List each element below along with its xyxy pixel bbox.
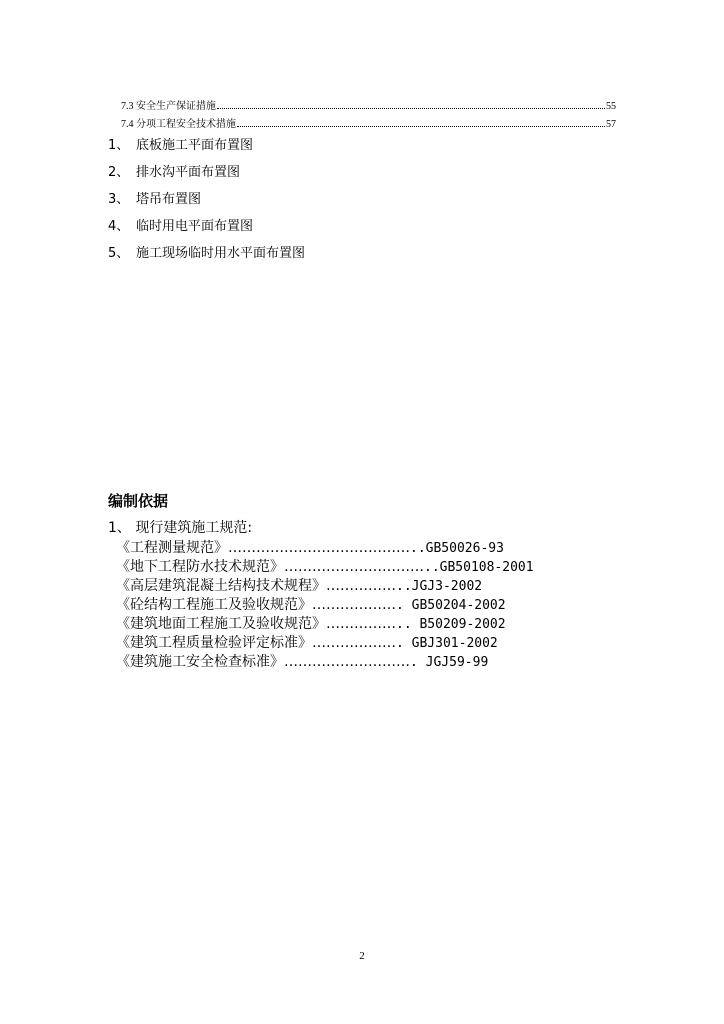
standard-code: . GB50204-2002 [396,598,506,613]
subsection-title: 1、 现行建筑施工规范: [108,520,253,536]
figure-number: 1、 [108,138,130,153]
table-of-contents [121,98,616,134]
standard-name: 《砼结构工程施工及验收规范》 [116,597,312,613]
toc-entry[interactable] [121,98,616,116]
figure-number: 5、 [108,246,130,261]
standard-name: 《建筑工程质量检验评定标准》 [116,635,312,651]
figure-item [108,132,305,159]
toc-entry-page: 55 [606,101,616,112]
standard-code: . GBJ301-2002 [396,636,498,651]
figure-number: 3、 [108,192,130,207]
standards-list [116,539,534,672]
figure-item [108,240,305,267]
figure-number: 2、 [108,165,130,180]
standard-leader: ……………………… [284,654,410,670]
figure-title: 施工现场临时用水平面布置图 [136,246,306,261]
toc-dot-leader [237,125,605,127]
standard-code: ..JGJ3-2002 [396,579,483,594]
standard-name: 《建筑地面工程施工及验收规范》 [116,616,326,632]
figure-item [108,186,305,213]
figure-list [108,132,305,267]
standard-item [116,539,534,558]
standard-name: 《工程测量规范》 [116,540,228,556]
toc-entry-title: 7.3 安全生产保证措施 [121,101,216,112]
figure-title: 临时用电平面布置图 [136,219,254,234]
standard-leader: ………………………… [284,559,424,575]
standard-item [116,653,534,672]
figure-item [108,213,305,240]
standard-leader: ……………… [312,635,396,651]
standard-name: 《高层建筑混凝土结构技术规程》 [116,578,326,594]
standard-name: 《地下工程防水技术规范》 [116,559,284,575]
standard-code: .. B50209-2002 [396,617,506,632]
page-number: 2 [359,950,365,962]
toc-dot-leader [217,107,605,109]
standard-code: ..GB50108-2001 [424,560,534,575]
standard-leader: …………… [326,616,396,632]
figure-title: 塔吊布置图 [136,192,202,207]
standard-leader: ……………… [312,597,396,613]
figure-number: 4、 [108,219,130,234]
standard-item [116,558,534,577]
toc-entry-title: 7.4 分项工程安全技术措施 [121,119,236,130]
figure-title: 排水沟平面布置图 [136,165,241,180]
standard-code: ..GB50026-93 [410,541,504,556]
section-heading: 编制依据 [108,492,169,510]
standard-item [116,634,534,653]
standard-name: 《建筑施工安全检查标准》 [116,654,284,670]
figure-item [108,159,305,186]
standard-item [116,577,534,596]
standard-leader: ………………………………… [228,540,410,556]
standard-item [116,615,534,634]
standard-code: . JGJ59-99 [410,655,489,670]
standard-item [116,596,534,615]
toc-entry-page: 57 [606,119,616,130]
figure-title: 底板施工平面布置图 [136,138,254,153]
standard-leader: …………… [326,578,396,594]
